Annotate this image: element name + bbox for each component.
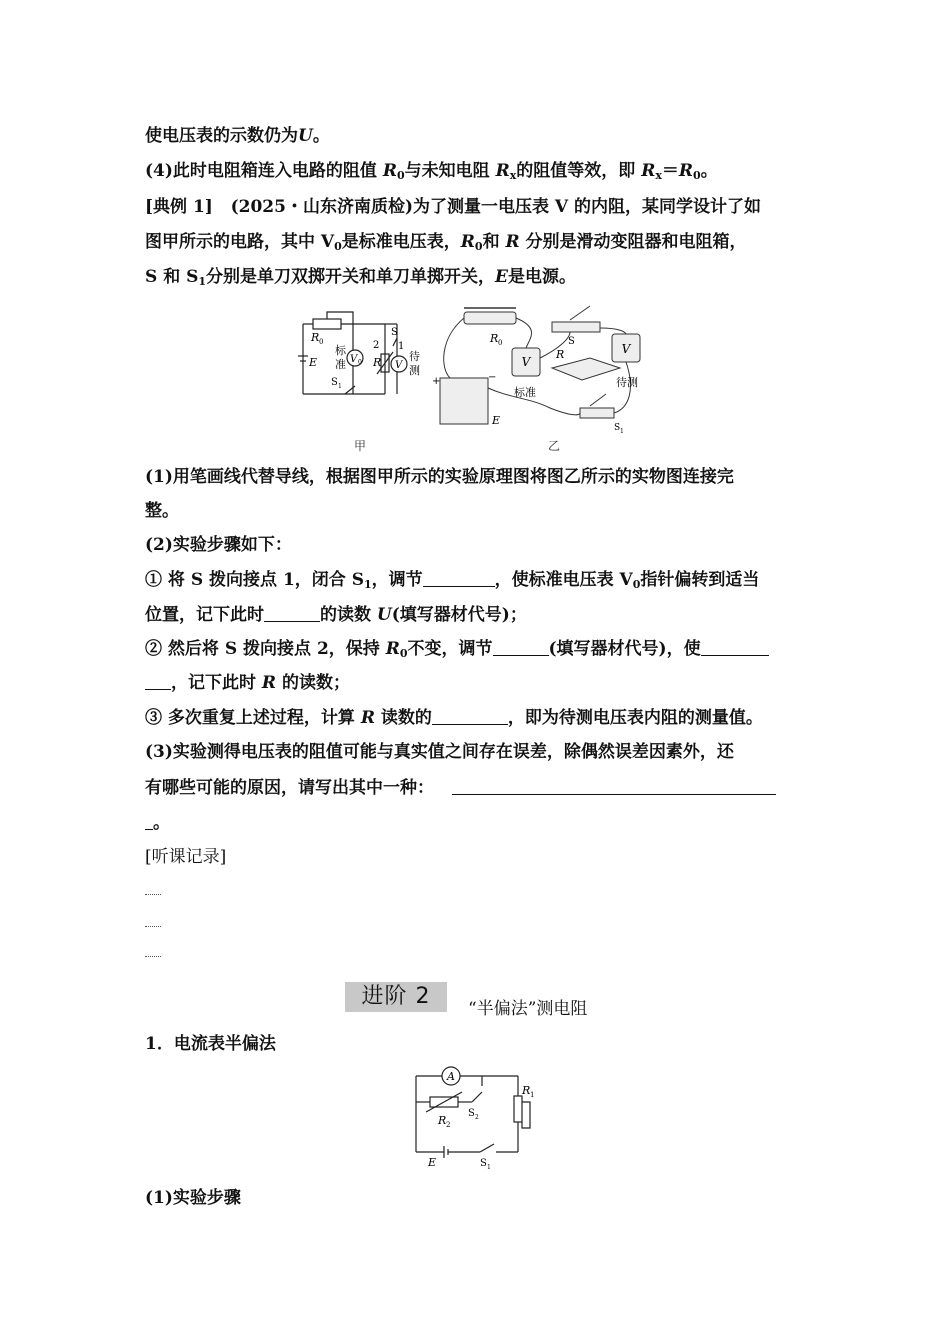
svg-text:0: 0 [498,339,503,347]
label-a: A [447,1070,455,1083]
label-plus: + [432,376,441,387]
text-line: 使电压表的示数仍为U。 [145,126,330,146]
svg-text:V: V [621,342,631,356]
note-line[interactable] [145,893,161,895]
svg-text:1: 1 [620,428,624,435]
label-s2: S [468,1108,475,1119]
answer-blank[interactable] [423,568,495,587]
circuit-half-deflection [410,1066,540,1180]
label-zhun: 准 [335,358,346,371]
svg-text:R: R [556,348,565,361]
step-2-line-2: ，记下此时 R 的读数； [145,671,350,694]
heading-experiment-steps: (1)实验步骤 [145,1188,241,1208]
double-switch-icon [552,322,600,332]
svg-text:0: 0 [358,359,362,366]
example-line-2: 图甲所示的电路，其中 $V_0$是标准电压表，$R_0$和 R 分别是滑动变阻器和电阻箱， [145,232,747,253]
svg-text:1: 1 [487,1164,491,1171]
question-3-line-2: 有哪些可能的原因，请写出其中一种： [145,776,776,799]
svg-text:2: 2 [475,1114,479,1121]
battery-icon [440,378,488,424]
step-1-line-2: 位置，记下此时 的读数 U(填写器材代号)； [145,605,527,625]
label-s1: S [331,377,338,388]
label-node-1: 1 [398,341,405,352]
label-dai: 待 [409,350,420,363]
label-e: E [309,356,318,369]
label-r2: R [438,1114,447,1127]
label-v0: V [350,354,358,365]
answer-blank[interactable] [145,811,153,830]
circuit-half-deflection-svg [410,1066,540,1176]
single-switch-icon [580,408,614,418]
label-ce: 测 [409,364,420,377]
label-biao: 标 [335,344,346,357]
label-r0: R [311,331,320,344]
step-2-line-1: ② 然后将 S 拨向接点 2，保持 $R_0$不变，调节 (填写器材代号)，使 [145,637,769,660]
answer-blank[interactable] [452,776,776,795]
section-badge: 进阶 2 [345,982,447,1012]
label-s: S [391,327,398,338]
answer-blank[interactable] [432,706,508,725]
section-title: “半偏法”测电阻 [468,999,588,1019]
example-source: (2025・山东济南质检) [230,197,414,217]
svg-text:V: V [521,355,531,369]
text-line: (4)此时电阻箱连入电路的阻值 $R_0$与未知电阻 $R_x$的阻值等效，即 $R_x=R_0$。 [145,161,718,182]
question-2: (2)实验步骤如下： [145,535,292,555]
svg-text:S: S [568,336,575,347]
question-3-line-3: 。 [145,811,170,834]
note-line[interactable] [145,925,161,927]
circuit-jia-svg [295,308,425,400]
question-1-line-1: (1)用笔画线代替导线，根据图甲所示的实验原理图将图乙所示的实物图连接完 [145,467,734,487]
svg-text:R: R [490,332,499,345]
example-line-1: [典例 1] (2025・山东济南质检)为了测量一电压表 V 的内阻，某同学设计了如 [145,197,762,217]
svg-text:1: 1 [338,383,342,390]
example-label: [典例 1] [145,197,213,217]
apparatus-yi-svg [430,298,655,438]
label-v: V [395,360,403,371]
apparatus-diagram-yi [430,298,655,442]
circuit-diagram-jia [295,308,425,404]
label-r1: R [522,1084,531,1097]
rheostat-icon [464,312,516,324]
svg-text:E: E [492,414,501,427]
svg-text:0: 0 [319,338,324,346]
question-3-line-1: (3)实验测得电压表的阻值可能与真实值之间存在误差，除偶然误差因素外，还 [145,742,734,762]
heading-ammeter-half-deflection: 1．电流表半偏法 [145,1034,276,1054]
svg-text:1: 1 [530,1091,535,1099]
label-e: E [428,1156,437,1169]
resistance-box-icon [552,358,620,380]
label-daice: 待测 [616,376,638,389]
label-node-2: 2 [373,340,380,351]
answer-blank[interactable] [145,671,171,690]
label-biaozhun: 标准 [514,386,536,399]
note-line[interactable] [145,955,161,957]
example-line-3: S 和 $S_1$分别是单刀双掷开关和单刀单掷开关，E是电源。 [145,267,577,288]
label-r: R [373,356,382,369]
caption-jia: 甲 [354,439,367,453]
notes-label: [听课记录] [145,847,227,867]
question-1-line-2: 整。 [145,501,179,521]
answer-blank[interactable] [493,637,549,656]
step-3: ③ 多次重复上述过程，计算 R 读数的 ，即为待测电压表内阻的测量值。 [145,708,763,728]
svg-text:S: S [614,423,621,433]
answer-blank[interactable] [264,603,320,622]
caption-yi: 乙 [548,439,561,453]
label-s1: S [480,1158,487,1169]
answer-blank[interactable] [701,637,769,656]
step-1-line-1: ① 将 S 拨向接点 1，闭合 $S_1$，调节 ，使标准电压表 $V_0$指针偏转到适当 [145,570,760,591]
label-minus: − [488,372,497,383]
svg-text:2: 2 [446,1121,451,1129]
